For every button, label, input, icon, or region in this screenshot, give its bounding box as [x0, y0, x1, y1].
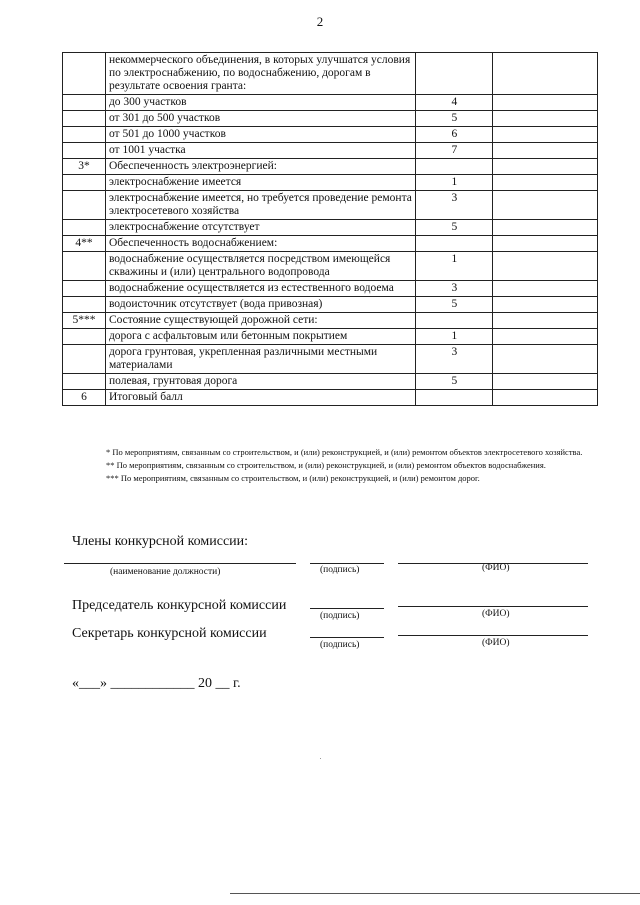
score-value: 3 [416, 345, 493, 374]
criterion-text: от 1001 участка [105, 143, 415, 159]
empty-cell [493, 313, 598, 329]
empty-cell [493, 252, 598, 281]
score-value [416, 236, 493, 252]
table-row [63, 127, 598, 143]
score-value [416, 390, 493, 406]
secretary-signature-caption: (подпись) [320, 640, 360, 650]
empty-cell [493, 95, 598, 111]
chairman-label: Председатель конкурсной комиссии [72, 598, 287, 613]
secretary-name-caption: (ФИО) [482, 638, 510, 648]
page-number: 2 [316, 14, 324, 29]
criterion-text: водоснабжение осуществляется посредством имеющейся скважины и (или) центрального водопровода [105, 252, 415, 281]
member-name-caption: (ФИО) [482, 563, 510, 573]
empty-cell [493, 236, 598, 252]
position-caption: (наименование должности) [110, 567, 221, 577]
criterion-text: дорога грунтовая, укрепленная различными местными материалами [105, 345, 415, 374]
criterion-text: некоммерческого объединения, в которых улучшатся условия по электроснабжению, по водоснабжению, дорогам в результате освоения гранта: [105, 53, 415, 95]
row-number [63, 374, 106, 390]
empty-cell [493, 374, 598, 390]
table-row [63, 313, 598, 329]
empty-cell [493, 111, 598, 127]
empty-cell [493, 281, 598, 297]
row-number [63, 127, 106, 143]
footnote-water: ** По мероприятиям, связанным со строительством, и (или) реконструкцией, и (или) ремонтом объектов водоснабжения. [106, 460, 546, 470]
empty-cell [493, 175, 598, 191]
row-number [63, 111, 106, 127]
score-value: 5 [416, 374, 493, 390]
score-value: 1 [416, 329, 493, 345]
row-number [63, 297, 106, 313]
empty-cell [493, 297, 598, 313]
chairman-name-caption: (ФИО) [482, 609, 510, 619]
empty-cell [493, 390, 598, 406]
table-row [63, 374, 598, 390]
table-row [63, 345, 598, 374]
row-number: 5*** [63, 313, 106, 329]
row-number [63, 143, 106, 159]
table-row [63, 143, 598, 159]
criterion-text: Обеспеченность электроэнергией: [105, 159, 415, 175]
criterion-text: электроснабжение имеется [105, 175, 415, 191]
table-row [63, 159, 598, 175]
table-row [63, 175, 598, 191]
score-value [416, 159, 493, 175]
table-row [63, 236, 598, 252]
empty-cell [493, 191, 598, 220]
empty-cell [493, 143, 598, 159]
footnotes [70, 446, 594, 485]
row-number [63, 329, 106, 345]
empty-cell [493, 53, 598, 95]
row-number [63, 95, 106, 111]
row-number [63, 191, 106, 220]
empty-cell [493, 329, 598, 345]
row-number: 4** [63, 236, 106, 252]
scan-speck [320, 758, 321, 759]
members-label: Члены конкурсной комиссии: [72, 534, 249, 549]
criterion-text: полевая, грунтовая дорога [105, 374, 415, 390]
position-line[interactable] [64, 563, 296, 564]
row-number [63, 220, 106, 236]
criterion-text: Итоговый балл [105, 390, 415, 406]
score-value: 1 [416, 175, 493, 191]
score-value: 4 [416, 95, 493, 111]
criterion-text: водоснабжение осуществляется из естественного водоема [105, 281, 415, 297]
criteria-table [62, 52, 598, 406]
criterion-text: водоисточник отсутствует (вода привозная) [105, 297, 415, 313]
row-number [63, 345, 106, 374]
score-value: 7 [416, 143, 493, 159]
score-value: 1 [416, 252, 493, 281]
criterion-text: от 301 до 500 участков [105, 111, 415, 127]
table-row [63, 390, 598, 406]
bottom-scan-edge [230, 893, 640, 894]
empty-cell [493, 127, 598, 143]
score-value: 3 [416, 191, 493, 220]
chairman-signature-line[interactable] [310, 608, 384, 609]
secretary-signature-line[interactable] [310, 637, 384, 638]
empty-cell [493, 220, 598, 236]
table-row [63, 281, 598, 297]
secretary-name-line[interactable] [398, 635, 588, 636]
chairman-name-line[interactable] [398, 606, 588, 607]
table-row [63, 329, 598, 345]
secretary-label: Секретарь конкурсной комиссии [72, 626, 267, 641]
row-number [63, 175, 106, 191]
criterion-text: Обеспеченность водоснабжением: [105, 236, 415, 252]
footnote-electricity: * По мероприятиям, связанным со строительством, и (или) реконструкцией, и (или) ремонтом объектов электросетевого хозяйства. [106, 447, 583, 457]
score-value [416, 313, 493, 329]
criterion-text: до 300 участков [105, 95, 415, 111]
criterion-text: Состояние существующей дорожной сети: [105, 313, 415, 329]
row-number: 6 [63, 390, 106, 406]
table-row [63, 297, 598, 313]
row-number [63, 53, 106, 95]
score-value: 5 [416, 297, 493, 313]
criterion-text: электроснабжение отсутствует [105, 220, 415, 236]
footnote-roads: *** По мероприятиям, связанным со строительством, и (или) реконструкцией, и (или) ремонтом дорог. [106, 473, 480, 483]
chairman-signature-caption: (подпись) [320, 611, 360, 621]
score-value: 5 [416, 220, 493, 236]
table-row [63, 220, 598, 236]
score-value: 3 [416, 281, 493, 297]
criterion-text: от 501 до 1000 участков [105, 127, 415, 143]
row-number: 3* [63, 159, 106, 175]
row-number [63, 281, 106, 297]
row-number [63, 252, 106, 281]
member-signature-caption: (подпись) [320, 565, 360, 575]
empty-cell [493, 159, 598, 175]
criterion-text: электроснабжение имеется, но требуется проведение ремонта электросетевого хозяйства [105, 191, 415, 220]
empty-cell [493, 345, 598, 374]
score-value: 5 [416, 111, 493, 127]
table-row [63, 252, 598, 281]
criterion-text: дорога с асфальтовым или бетонным покрытием [105, 329, 415, 345]
score-value: 6 [416, 127, 493, 143]
table-row [63, 111, 598, 127]
date-line: «___» ____________ 20 __ г. [72, 676, 241, 691]
member-signature-line[interactable] [310, 563, 384, 564]
table-row [63, 95, 598, 111]
criteria-table-body [63, 53, 598, 406]
table-row [63, 191, 598, 220]
table-row [63, 53, 598, 95]
score-value [416, 53, 493, 95]
